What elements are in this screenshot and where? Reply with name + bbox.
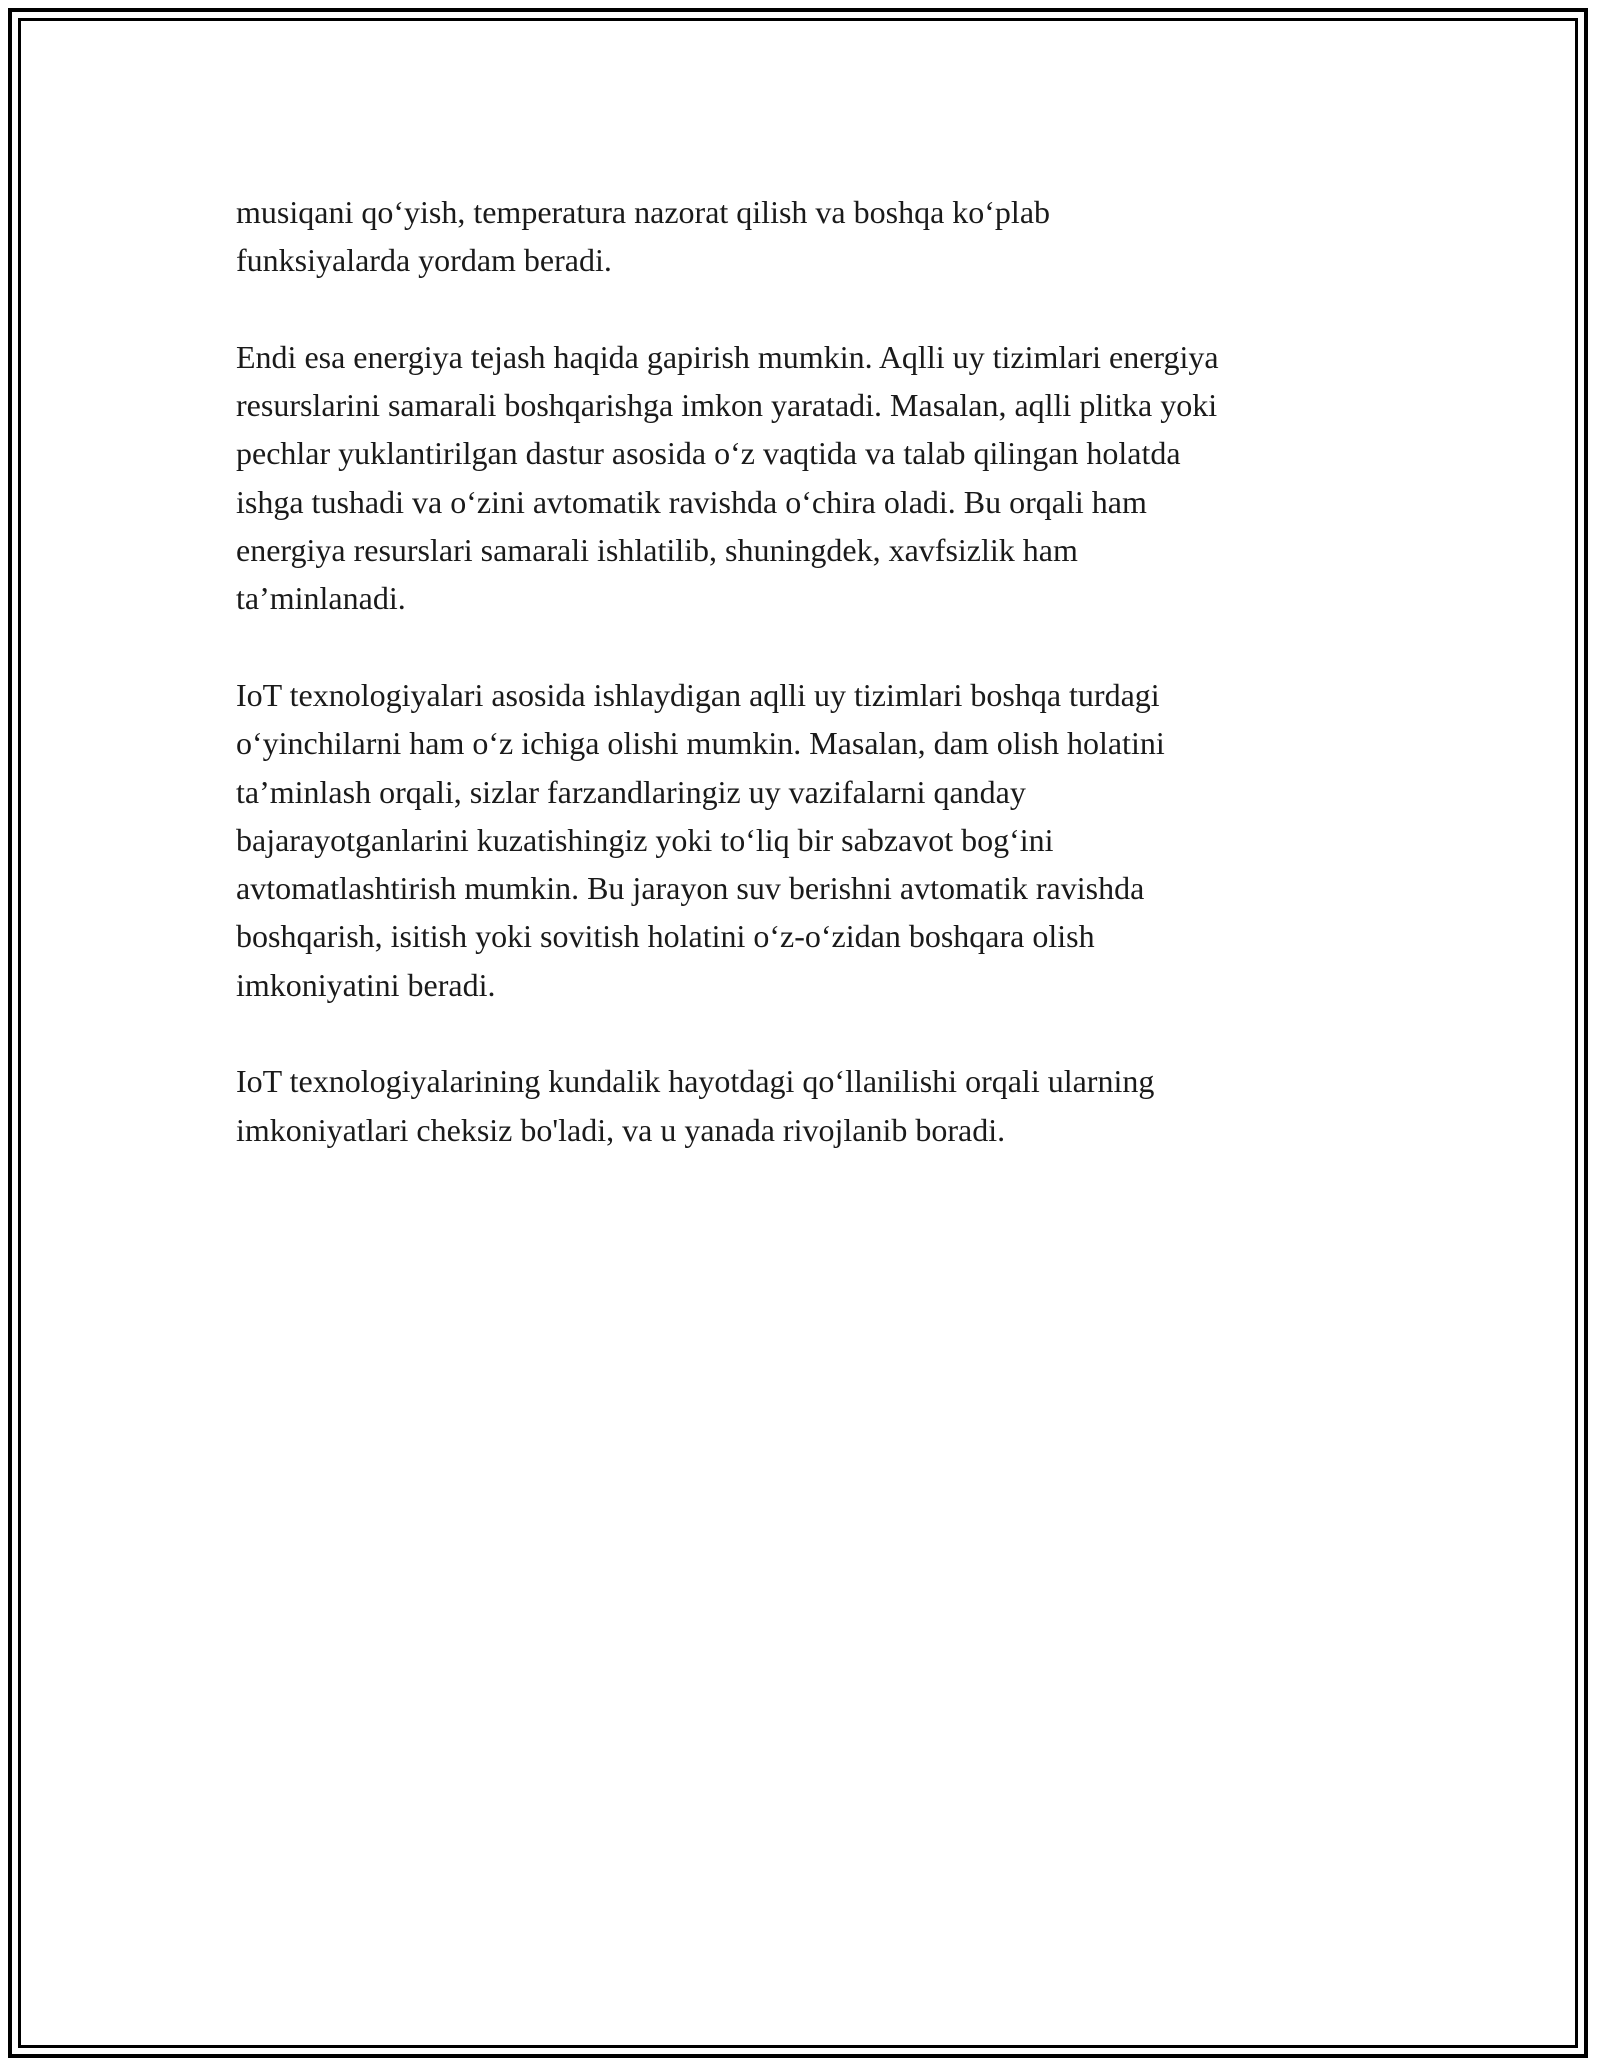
paragraph-4: IoT texnologiyalarining kundalik hayotdagi qo‘llanilishi orqali ularning imkoniyatlari cheksiz bo'ladi, va u yanada rivojlanib boradi. xyxy=(236,1063,1155,1148)
document-body xyxy=(236,188,1416,1202)
paragraph-3: IoT texnologiyalari asosida ishlaydigan aqlli uy tizimlari boshqa turdagi o‘yinchilarni ham o‘z ichiga olishi mumkin. Masalan, dam olish holatini ta’minlash orqali, sizlar farzandlaringiz uy vazifalarni qanday bajarayotganlarini kuzatishingiz yoki to‘liq bir sabzavot bog‘ini avtomatlashtirish mumkin. Bu jarayon suv berishni avtomatik ravishda boshqarish, isitish yoki sovitish holatini o‘z-o‘zidan boshqara olish imkoniyatini beradi. xyxy=(236,676,1165,1003)
paragraph-1: musiqani qo‘yish, temperatura nazorat qilish va boshqa ko‘plab funksiyalarda yordam beradi. xyxy=(236,194,1051,279)
paragraph-2: Endi esa energiya tejash haqida gapirish mumkin. Aqlli uy tizimlari energiya resurslarini samarali boshqarishga imkon yaratadi. Masalan, aqlli plitka yoki pechlar yuklantirilgan dastur asosida o‘z vaqtida va talab qilingan holatda ishga tushadi va o‘zini avtomatik ravishda o‘chira oladi. Bu orqali ham energiya resurslari samarali ishlatilib, shuningdek, xavfsizlik ham ta’minlanadi. xyxy=(236,338,1219,617)
